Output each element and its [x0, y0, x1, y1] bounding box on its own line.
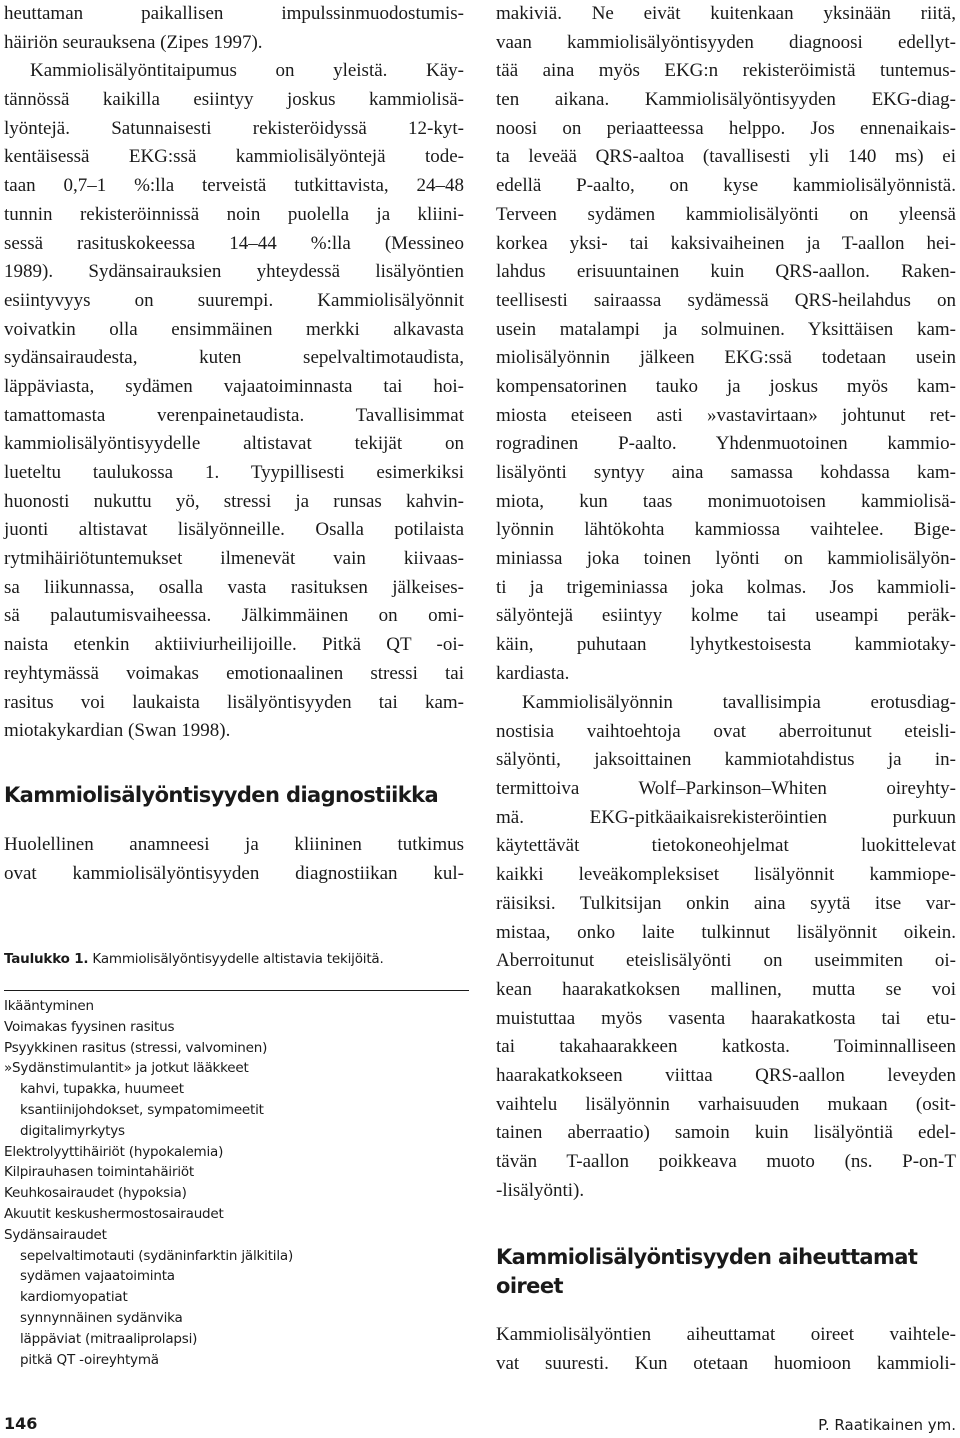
text-line: kaikki leveäkompleksiset lisälyönnit kammiope- — [496, 864, 956, 886]
table-item: Psyykkinen rasitus (stressi, valvominen) — [4, 1039, 268, 1056]
table-item: Kilpirauhasen toimintahäiriöt — [4, 1164, 195, 1181]
text-line: lahdus erisuuntainen kuin QRS-aallon. Raken- — [496, 261, 956, 283]
text-line: rytmihäiriötuntemukset ilmenevät vain kiivaas- — [4, 548, 464, 570]
table-divider — [4, 990, 469, 991]
table-item: sydämen vajaatoiminta — [20, 1268, 175, 1285]
text-line: ten aikana. Kammiolisälyöntisyyden EKG-diag- — [496, 89, 956, 111]
table-item: Akuutit keskushermostosairaudet — [4, 1205, 224, 1222]
text-line: mä. EKG-pitkäaikaisrekisteröintien purkuun — [496, 806, 956, 828]
table-item: Voimakas fyysinen rasitus — [4, 1018, 175, 1035]
text-line: teellisesti sairaassa sydämessä QRS-heilahdus on — [496, 289, 956, 311]
text-line: sälyönti, jaksoittainen kammiotahdistus ja in- — [496, 749, 956, 771]
text-line: taan 0,7–1 %:lla terveistä tutkittavista, 24–48 — [4, 175, 464, 197]
text-line: miosta eteiseen asti »vastavirtaan» johtunut ret- — [496, 404, 956, 426]
left-paragraph-1 — [4, 0, 464, 746]
text-line: lyöntejä. Satunnaisesti rekisteröidyssä 12-kyt- — [4, 117, 464, 139]
text-line: Kammiolisälyönnin tavallisimpia erotusdiag- — [522, 692, 956, 713]
right-paragraph-1 — [496, 0, 956, 689]
table-item: Ikääntyminen — [4, 998, 94, 1014]
text-line: miotakykardian (Swan 1998). — [4, 720, 231, 742]
table-item: sepelvaltimotauti (sydäninfarktin jälkitila) — [20, 1247, 294, 1264]
text-line: miolisälyönnin jälkeen EKG:ssä todetaan usein — [496, 347, 956, 369]
text-line: mistaa, onko laite tulkinnut lisälyönnit oikein. — [496, 921, 956, 943]
table-item: kardiomyopatiat — [20, 1289, 128, 1306]
text-line: sa liikunnassa, osalla vasta rasituksen jälkeises- — [4, 576, 464, 598]
text-line: sälyöntejä esiintyy kolme tai useampi peräk- — [496, 605, 956, 627]
text-line: käin, puhutaan lyhytkestoisesta kammiotaky- — [496, 634, 956, 656]
text-line: heuttaman paikallisen impulssinmuodostumis- — [4, 3, 464, 24]
text-line: nostisia vaihtoehtoja ovat aberroitunut eteisli- — [496, 720, 956, 742]
table-item: digitalimyrkytys — [20, 1122, 125, 1139]
text-line: tamattomasta verenpainetaudista. Tavallisimmat — [4, 404, 464, 426]
text-line: edellä P-aalto, on kyse kammiolisälyönnistä. — [496, 175, 956, 197]
text-line: miniassa joka toinen lyönti on kammiolisälyön- — [496, 548, 956, 570]
text-line: häiriön seurauksena (Zipes 1997). — [4, 31, 263, 53]
text-line: Kammiolisälyöntitaipumus on yleistä. Käy- — [30, 60, 464, 82]
table-item: ksantiinijohdokset, sympatomimeetit — [20, 1101, 264, 1118]
text-line: sydänsairaudesta, kuten sepelvaltimotaudista, — [4, 347, 464, 369]
text-line: lyönnin lähtökohta kammiossa vaihtelee. Bige- — [496, 519, 956, 541]
text-line: voivatkin olla ensimmäinen merkki alkavasta — [4, 318, 464, 340]
right-paragraph-2 — [496, 689, 956, 1205]
text-line: käytettävät tietokoneohjelmat luokittelevat — [496, 835, 956, 857]
text-line: Aberroitunut eteislisälyönti on useimmiten oi- — [496, 950, 956, 972]
text-line: makiviä. Ne eivät kuitenkaan yksinään riitä, — [496, 3, 956, 24]
heading-line: Kammiolisälyöntisyyden aiheuttamat — [496, 1245, 918, 1269]
text-line: noosi on periaatteessa helppo. Jos ennenaikais- — [496, 117, 956, 139]
text-line: naista etenkin aktiiviurheilijoille. Pitkä QT -oi- — [4, 634, 464, 656]
text-line: Kammiolisälyöntien aiheuttamat oireet vaihtele- — [496, 1324, 956, 1345]
text-line: tää aina myös EKG:n rekisteröimistä tuntemus- — [496, 60, 956, 82]
left-paragraph-2 — [4, 831, 464, 888]
text-line: ovat kammiolisälyöntisyyden diagnostiikan kul- — [4, 862, 464, 884]
text-line: läppäviasta, sydämen vajaatoiminnasta tai hoi- — [4, 375, 464, 397]
text-line: 1989). Sydänsairauksien yhteydessä lisälyöntien — [4, 261, 464, 283]
text-line: rasitus voi laukaista lisälyöntisyyden tai kam- — [4, 691, 464, 713]
text-line: reyhtymässä voimakas emotionaalinen stressi tai — [4, 662, 464, 684]
text-line: kompensatorinen tauko ja joskus myös kam- — [496, 375, 956, 397]
text-line: tävän T-aallon poikkeava muoto (ns. P-on-T — [496, 1151, 956, 1172]
table-caption — [4, 951, 474, 967]
heading-line: oireet — [496, 1274, 563, 1298]
text-line: huonosti nukuttu yö, stressi ja runsas kahvin- — [4, 490, 464, 512]
text-line: muistuttaa myös vasenta haarakatkosta tai etu- — [496, 1007, 956, 1029]
text-line: termittoiva Wolf–Parkinson–Whiten oireyhty- — [496, 778, 956, 800]
text-line: tännössä kaikilla esiintyy joskus kammiolisä- — [4, 89, 464, 111]
table-item: »Sydänstimulantit» ja jotkut lääkkeet — [4, 1060, 249, 1077]
table-item: Elektrolyyttihäiriöt (hypokalemia) — [4, 1143, 224, 1160]
section-heading-2 — [496, 1243, 917, 1301]
text-line: Huolellinen anamneesi ja kliininen tutkimus — [4, 834, 464, 855]
text-line: tai takahaarakkeen katkosta. Toiminnalliseen — [496, 1036, 956, 1058]
text-line: esiintyvyys on suurempi. Kammiolisälyönnit — [4, 289, 464, 311]
section-heading: Kammiolisälyöntisyyden diagnostiikka — [4, 783, 439, 807]
table-label: Taulukko 1. — [4, 951, 89, 967]
text-line: tainen aberraatio) samoin kuin lisälyöntiä edel- — [496, 1122, 956, 1144]
text-line: lueteltu taulukossa 1. Tyypillisesti esimerkiksi — [4, 462, 464, 483]
text-line: vaan kammiolisälyöntisyyden diagnoosi edellyt- — [496, 31, 956, 53]
table-item: Keuhkosairaudet (hypoksia) — [4, 1185, 187, 1202]
text-line: vaihtelu lisälyönnin varhaisuuden mukaan (osit- — [496, 1093, 956, 1115]
table-item: läppäviat (mitraaliprolapsi) — [20, 1330, 198, 1347]
text-line: tunnin rekisteröinnissä noin puolella ja kliini- — [4, 203, 464, 225]
text-line: sessä rasituskokeessa 14–44 %:lla (Messineo — [4, 232, 464, 254]
text-line: korkea yksi- tai kaksivaiheinen ja T-aallon hei- — [496, 232, 956, 254]
text-line: juonti altistavat lisälyönneille. Osalla potilaista — [4, 519, 464, 541]
running-footer-author: P. Raatikainen ym. — [818, 1416, 956, 1434]
table-title: Kammiolisälyöntisyydelle altistavia tekijöitä. — [92, 951, 384, 967]
text-line: -lisälyönti). — [496, 1179, 585, 1201]
text-line: miota, kun taas monimuotoisen kammiolisä- — [496, 490, 956, 512]
page-number: 146 — [4, 1414, 38, 1433]
table-item: Sydänsairaudet — [4, 1226, 107, 1243]
text-line: Terveen sydämen kammiolisälyönti on yleensä — [496, 203, 956, 225]
right-paragraph-3 — [496, 1321, 956, 1378]
table-item: pitkä QT -oireyhtymä — [20, 1351, 159, 1368]
text-line: vat suuresti. Kun otetaan huomioon kammioli- — [496, 1352, 956, 1374]
text-line: kentäisessä EKG:ssä kammiolisälyöntejä tode- — [4, 146, 464, 168]
text-line: rogradinen P-aalto. Yhdenmuotoinen kammio- — [496, 433, 956, 455]
text-line: ti ja trigeminiassa joka kolmas. Jos kammioli- — [496, 576, 956, 598]
text-line: kardiasta. — [496, 662, 570, 684]
text-line: kammiolisälyöntisyydelle altistavat tekijät on — [4, 433, 464, 455]
text-line: usein matalampi ja solmuinen. Yksittäisen kam- — [496, 318, 956, 340]
table-item: synnynnäinen sydänvika — [20, 1309, 183, 1326]
text-line: ta leveää QRS-aaltoa (tavallisesti yli 140 ms) ei — [496, 146, 956, 168]
table-item: kahvi, tupakka, huumeet — [20, 1081, 184, 1098]
text-line: kean haarakatkoksen mallinen, mutta se voi — [496, 978, 956, 1000]
text-line: sä palautumisvaiheessa. Jälkimmäinen on omi- — [4, 605, 464, 627]
text-line: haarakatkokseen viittaa QRS-aallon leveyden — [496, 1064, 956, 1086]
text-line: räisiksi. Tulkitsijan onkin aina syytä itse var- — [496, 892, 956, 914]
table-list — [4, 996, 469, 1370]
text-line: lisälyönti syntyy aina samassa kohdassa kam- — [496, 462, 956, 483]
